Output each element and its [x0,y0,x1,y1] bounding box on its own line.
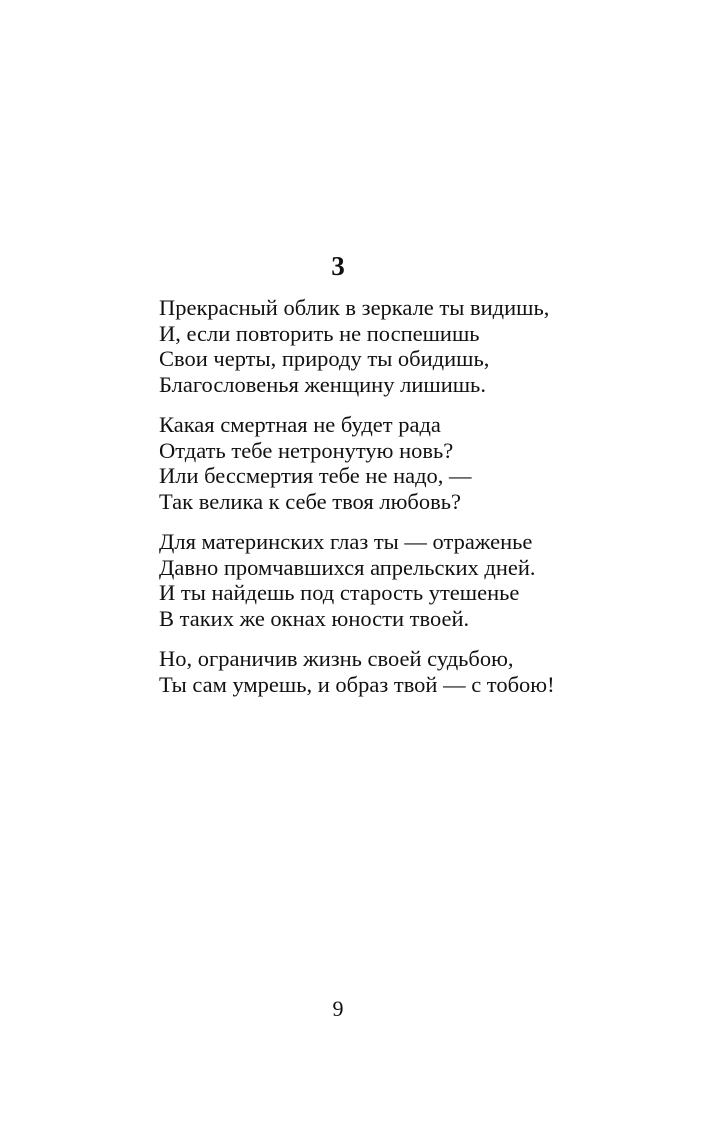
poem-number: 3 [331,251,345,281]
stanza-4 [159,646,679,697]
poem-line: Свои черты, природу ты обидишь, [159,346,490,371]
page-number: 9 [332,996,344,1021]
stanza-1 [159,295,679,397]
poem-line: Для материнских глаз ты — отраженье [159,529,533,554]
poem-line: Прекрасный облик в зеркале ты видишь, [159,295,550,320]
poem-line: Ты сам умрешь, и образ твой — с тобою! [159,671,555,697]
poem-line: В таких же окнах юности твоей. [159,605,470,631]
poem-line: Так велика к себе твоя любовь? [159,488,461,514]
poem-text [159,295,679,712]
poem-line: И ты найдешь под старость утешенье [159,580,520,605]
poem-line: И, если повторить не поспешишь [159,320,480,346]
poem-line: Благословенья женщину лишишь. [159,371,486,397]
stanza-3 [159,529,679,631]
poem-line: Какая смертная не будет рада [159,412,441,437]
poem-line: Или бессмертия тебе не надо, — [159,463,472,488]
poem-line: Но, ограничив жизнь своей судьбою, [159,646,514,671]
poem-line: Давно промчавшихся апрельских дней. [159,554,536,580]
stanza-2 [159,412,679,514]
poem-line: Отдать тебе нетронутую новь? [159,437,454,463]
